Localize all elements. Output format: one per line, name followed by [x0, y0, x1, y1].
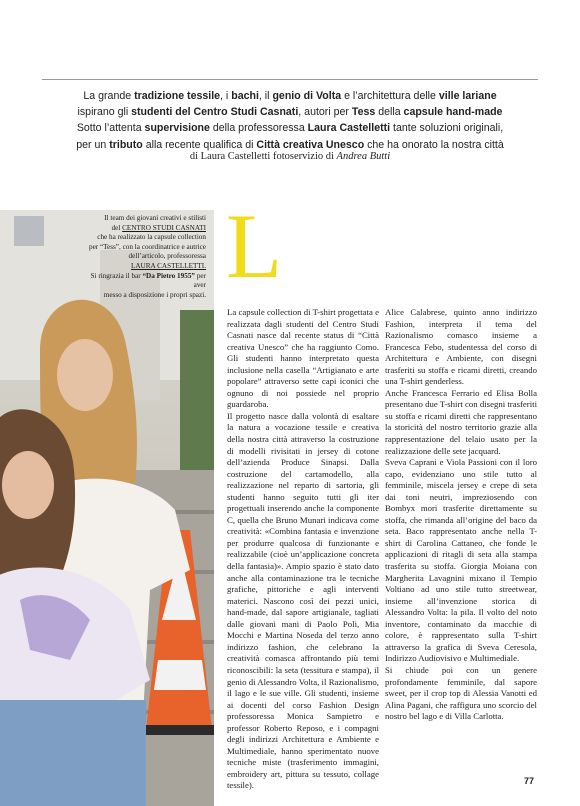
intro-line-4: per un tributo alla recente qualifica di Città creativa Unesco che ha onorato la nostra città: [76, 138, 504, 151]
woman-front-face: [2, 451, 54, 519]
paragraph-5: Sveva Caprani e Viola Passioni con il loro capo, evidenziano uno stile tutto al femminile, miscela jersey e crepe di seta dai toni neutri, impreziosendo con Bombyx mori trasferite direttamente su stoffa, che rimanda all’origine del baco da seta. Baco rappresentato anche nella T-shirt di Carolina Cattaneo, che fonde le applicazioni di ritagli di seta alla stampa trasferita su stoffa. Giorgia Moiana con Margherita Lavagnini mixano il Tempio Voltiano ad uno stile tutto streetwear, insieme all’invenzione storica di Alessandro Volta: la pila. Il volto del noto inventore, contaminato da macchie di colore, è rappresentato sulla T-shirt attraverso la grafica di Sveva Ceresola, Indirizzo Audiovisivo e Multimediale.: [385, 457, 537, 664]
paragraph-6: Si chiude poi con un genere profondamente femminile, dal sapore sweet, per il crop top di Alessia Vanotti ed Alina Pagani, che raffigura uno scorcio del nostro bel lago e di Villa Carlotta.: [385, 664, 537, 722]
intro-paragraph: [40, 88, 540, 153]
page-number: 77: [524, 776, 535, 786]
woman-front-jeans: [0, 700, 146, 806]
paragraph-1: La capsule collection di T-shirt progettata e realizzata dagli studenti del Centro Studi Casnati nasce dal recente status di “Città creativa Unesco” che ha raggiunto Como. Gli studenti hanno interpretato questa inclusione nella casella “Artigianato e arte popolare” attraverso sette capi iconici che ognuno di noi possiede nel proprio guardaroba.: [227, 307, 379, 410]
intro-line-3: Sotto l’attenta supervisione della professoressa Laura Castelletti tante soluzioni originali,: [76, 122, 504, 135]
intro-line-1: La grande tradizione tessile, i bachi, il genio di Volta e l’architettura delle ville lariane: [83, 90, 497, 102]
drop-cap: L: [226, 195, 283, 297]
intro-line-2: ispirano gli studenti del Centro Studi Casnati, autori per Tess della capsule hand-made: [77, 106, 503, 119]
paragraph-3: Alice Calabrese, quinto anno indirizzo Fashion, interpreta il tema del Razionalismo comasco insieme a Francesca Febo, studentessa del corso di Architettura e Ambiente, con disegni trasferiti su stoffa e ricami diretti, creando una T-shirt genderless.: [385, 307, 537, 387]
byline: di Laura Castelletti fotoservizio di Andrea Butti: [189, 151, 391, 162]
paragraph-2: Il progetto nasce dalla volontà di esaltare la natura a vocazione tessile e creativa della nostra città attraverso la costruzione di modelli rivisitati in jersey di cotone dell’azienda Produce Sinapsi. Dalla costruzione del cartamodello, alla realizzazione nel reparto di sartoria, gli studenti hanno seguito tutti gli iter progettuali inserendo anche la componente C, quella che Bruno Munari indicava come creatività: «Combina fantasia e invenzione per produrre qualcosa di funzionante e realizzabile (cioè un’applicazione concreta della fantasia)». Ampio spazio è stato dato anche alla contaminazione tra le tecniche grafiche, pittoriche e agli interventi materici. Nascono così dei pezzi unici, hand-made, dal sapore artigianale, tagliati dalle giovani mani di Paolo Poli, Mia Mocchi e Martina Noseda del terzo anno indirizzo fashion, che celebrano la creatività comasca affrontando più temi riconoscibili: la seta (tessitura e stampa), il genio di Alessandro Volta, il Razionalismo, il lago e le sue ville. Gli studenti, insieme ai docenti del corso Fashion Design professoressa Monica Sampietro e professor Roberto Reposo, e i compagni degli indirizzi Architettura e Ambiente e Multimediale, hanno sperimentato nuove tecniche miste (trasferimento immagini, embroidery art, pittura su tessuto, collage tessile).: [227, 410, 379, 791]
tree: [180, 310, 214, 470]
building-window: [14, 216, 44, 246]
article-column-2: [385, 307, 537, 723]
woman-back-face: [57, 339, 113, 411]
paragraph-4: Anche Francesca Ferrario ed Elisa Bolla presentano due T-shirt con disegni trasferiti su stoffa e ricami diretti che rappresentano la storicità del nostro territorio grazie alla rappresentazione del telaio usato per la realizzazione delle sete jacquard.: [385, 387, 537, 456]
top-rule: [42, 79, 538, 80]
article-column-1: [227, 307, 379, 792]
photo-caption: Il team dei giovani creativi e stilisti del CENTRO STUDI CASNATI che ha realizzato la capsule collection per “Tess”, con la coordinatrice e autrice dell’articolo, professoressa LAURA CASTELLETTI. Si ringrazia il bar “Da Pietro 1955” per aver messo a disposizione i propri spazi.: [88, 214, 206, 299]
